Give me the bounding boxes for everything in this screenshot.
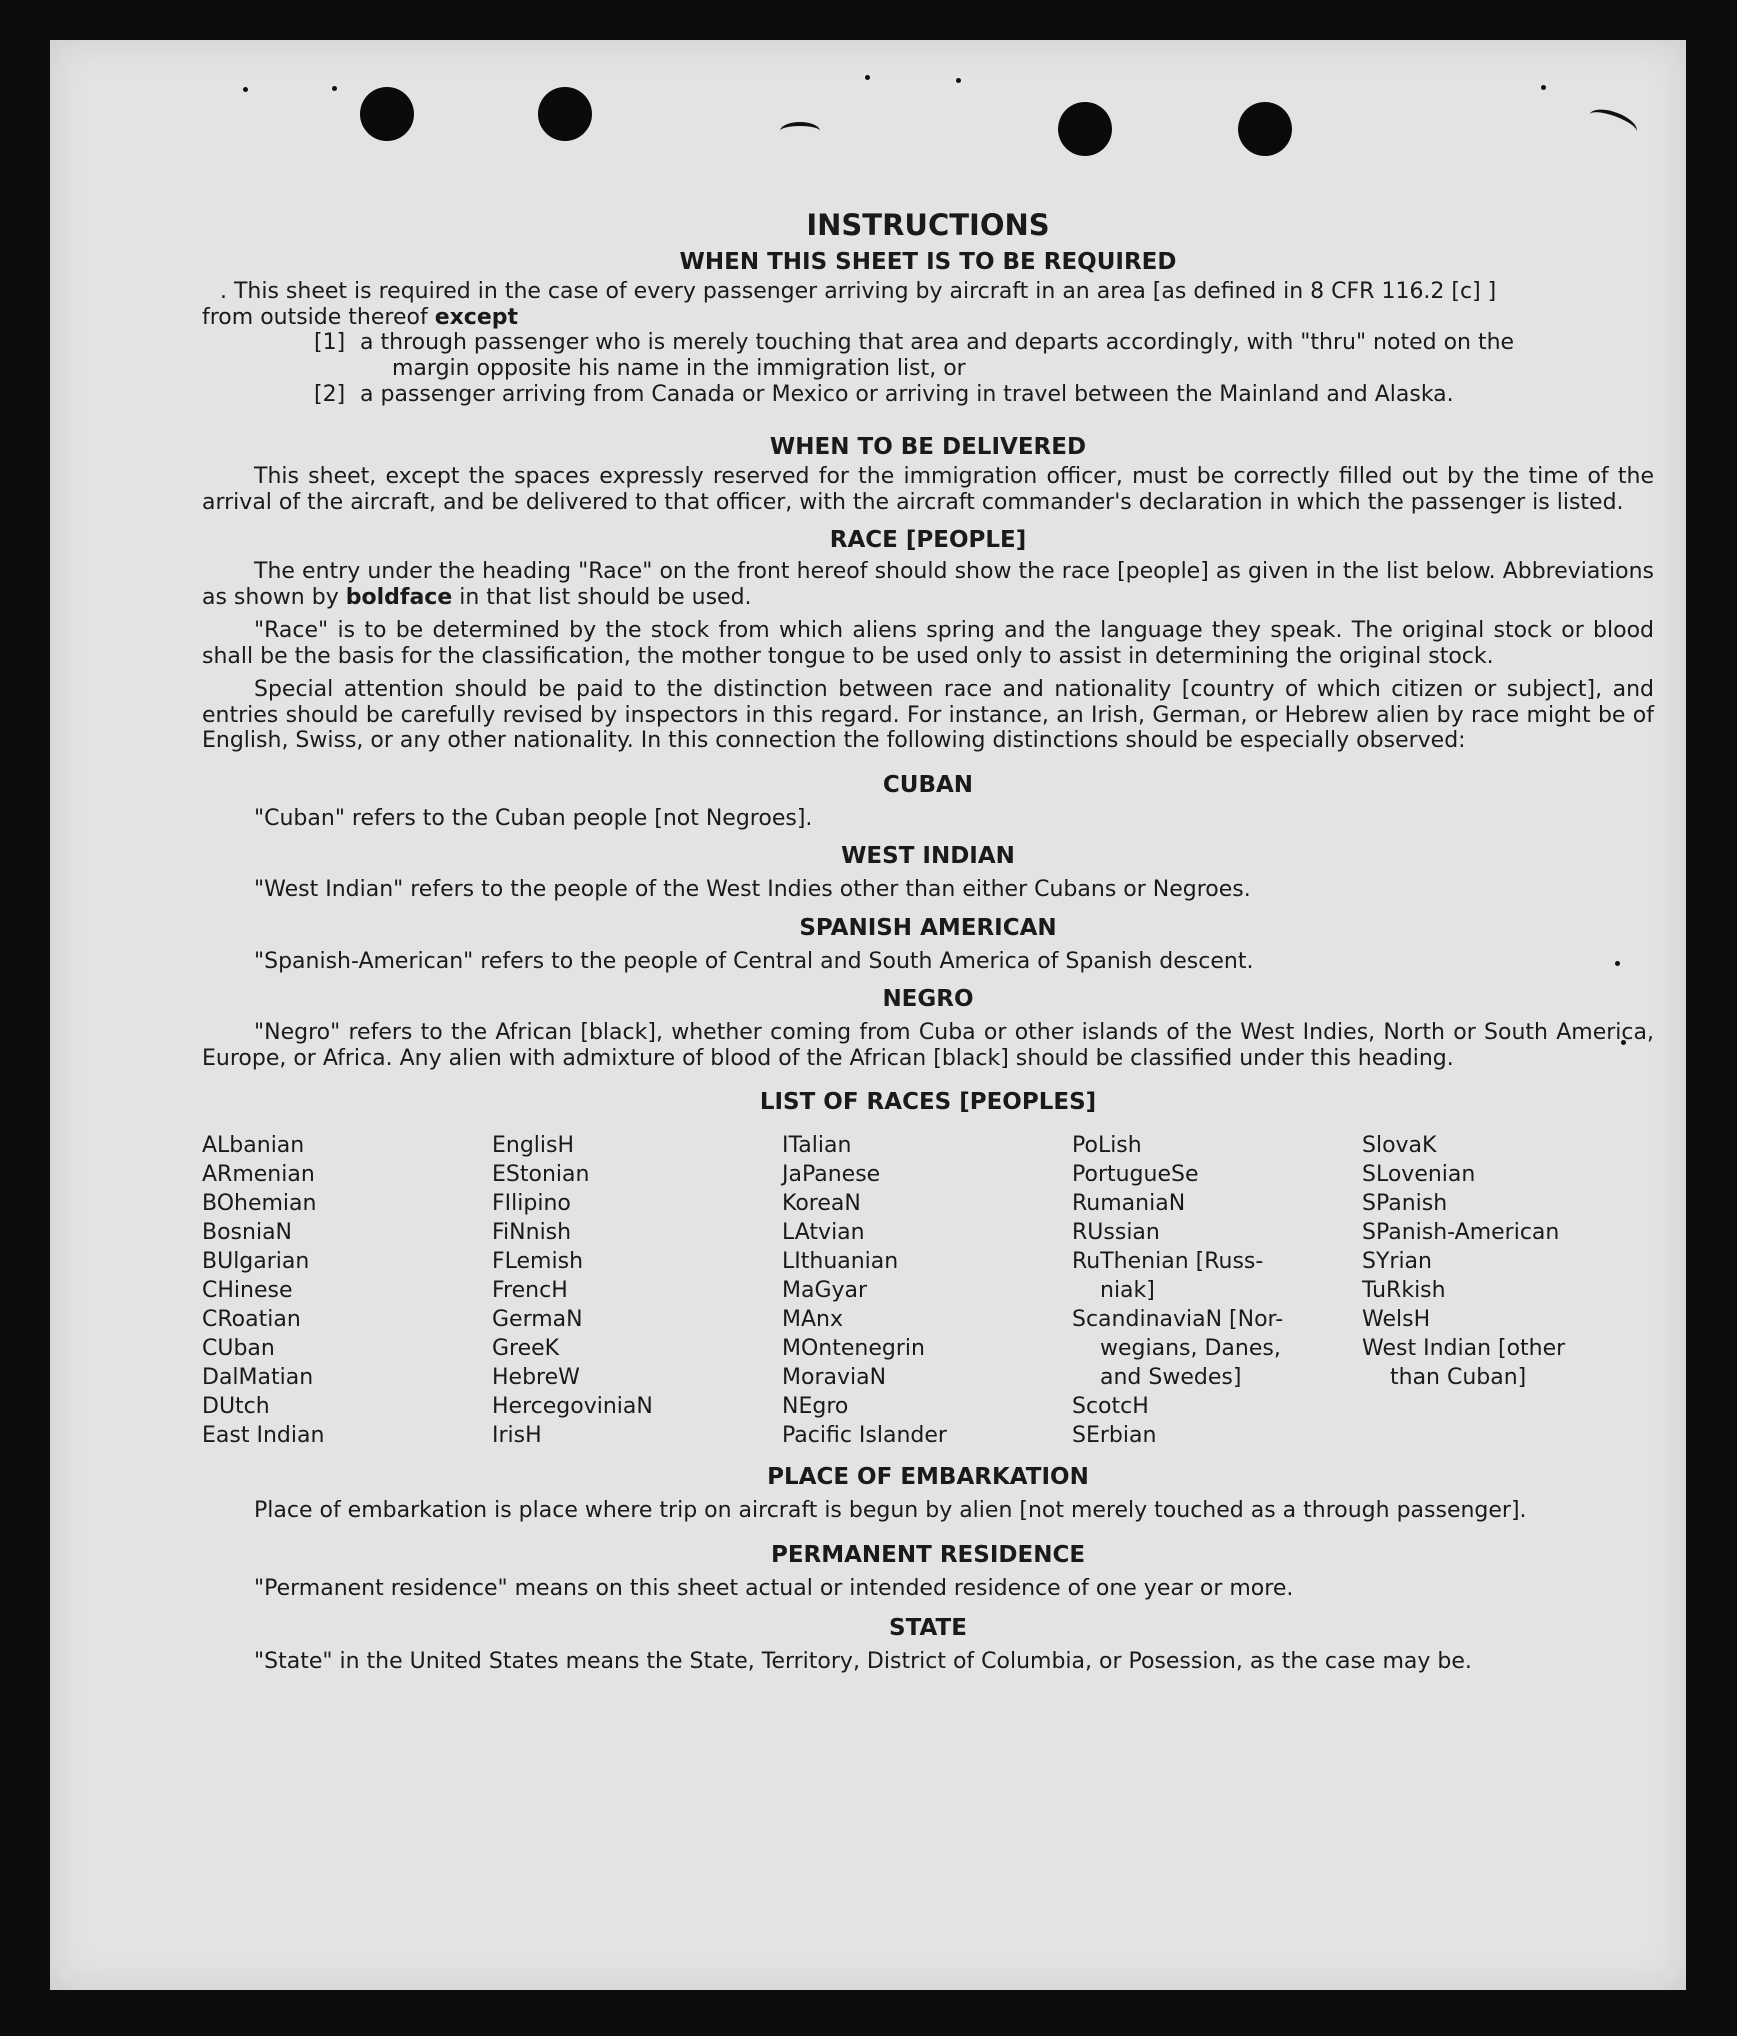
boldface-keyword: boldface xyxy=(345,584,453,610)
race-entry: EStonian xyxy=(492,1162,590,1187)
spanish-american-text: "Spanish-American" refers to the people of Central and South America of Spanish descent. xyxy=(254,948,1254,974)
race-entry: CRoatian xyxy=(202,1307,301,1332)
heading-state: STATE xyxy=(889,1615,967,1641)
race-entry: KoreaN xyxy=(782,1191,861,1216)
except-keyword: except xyxy=(434,304,519,330)
race-entry: ARmenian xyxy=(202,1162,315,1187)
item-text: a through passenger who is merely touching that area and departs accordingly, with "thru" noted on the xyxy=(360,330,1515,355)
item-text: margin opposite his name in the immigration list, or xyxy=(392,356,966,381)
race-entry: SlovaK xyxy=(1362,1133,1437,1158)
item-number: [1] xyxy=(314,330,346,355)
required-item-1-cont xyxy=(202,356,1654,382)
race-entry: SPanish-American xyxy=(1362,1220,1560,1245)
race-entry: PortugueSe xyxy=(1072,1162,1199,1187)
races-column xyxy=(782,1131,1072,1450)
race-entry: BOhemian xyxy=(202,1191,317,1216)
heading-negro: NEGRO xyxy=(882,986,974,1012)
punch-hole xyxy=(538,87,592,141)
race-entry-continuation: and Swedes] xyxy=(1100,1365,1242,1390)
ink-speck xyxy=(1541,85,1546,90)
heading-when-required: WHEN THIS SHEET IS TO BE REQUIRED xyxy=(679,249,1177,275)
race-entry: ScotcH xyxy=(1072,1394,1149,1419)
race-entry: DUtch xyxy=(202,1394,270,1419)
race-entry: GermaN xyxy=(492,1307,583,1332)
race-entry: East Indian xyxy=(202,1423,325,1448)
west-indian-text: "West Indian" refers to the people of the West Indies other than either Cubans or Negroes. xyxy=(254,877,1251,902)
race-paragraph-1 xyxy=(202,559,1654,610)
race-entry: MaGyar xyxy=(782,1278,868,1303)
ink-speck xyxy=(332,86,337,91)
race-entry: BUlgarian xyxy=(202,1249,310,1274)
race-entry: RumaniaN xyxy=(1072,1191,1186,1216)
heading-permanent-residence: PERMANENT RESIDENCE xyxy=(770,1541,1086,1568)
negro-text: "Negro" refers to the African [black], whether coming from Cuba or other islands of the West Indies, North or South America, Europe, or Africa. Any alien with admixture of blood of the African [black] should be classified under this heading. xyxy=(202,1020,1654,1071)
race-entry: TuRkish xyxy=(1362,1278,1446,1303)
race-entry: WelsH xyxy=(1362,1307,1431,1332)
race-entry: CUban xyxy=(202,1336,275,1361)
state-text: "State" in the United States means the State, Territory, District of Columbia, or Posession, as the case may be. xyxy=(254,1649,1472,1674)
residence-text: "Permanent residence" means on this sheet actual or intended residence of one year or more. xyxy=(254,1575,1294,1601)
item-text: a passenger arriving from Canada or Mexico or arriving in travel between the Mainland and Alaska. xyxy=(360,382,1454,407)
race-entry: SLovenian xyxy=(1362,1162,1476,1187)
instructions-content xyxy=(202,205,1654,1675)
required-intro-line1: . This sheet is required in the case of every passenger arriving by aircraft in an area [as defined in 8 CFR 116.2 [c] ] xyxy=(220,279,1497,304)
race-entry: SYrian xyxy=(1362,1249,1432,1274)
punch-hole xyxy=(1238,102,1292,156)
race-entry: CHinese xyxy=(202,1278,293,1303)
required-item-2 xyxy=(202,382,1654,408)
ink-mark xyxy=(780,122,820,140)
required-intro xyxy=(202,279,1654,305)
race-entry: West Indian [other xyxy=(1362,1336,1566,1361)
race-entry: RuThenian [Russ- xyxy=(1072,1249,1264,1274)
race-entry: FrencH xyxy=(492,1278,568,1303)
heading-race: RACE [PEOPLE] xyxy=(829,527,1027,553)
race-p1-text-end: in that list should be used. xyxy=(452,584,752,610)
race-entry: SPanish xyxy=(1362,1191,1448,1216)
race-entry-continuation: niak] xyxy=(1100,1278,1155,1303)
race-entry-continuation: than Cuban] xyxy=(1390,1365,1527,1390)
race-entry: HebreW xyxy=(492,1365,580,1390)
race-entry: NEgro xyxy=(782,1394,849,1419)
punch-hole xyxy=(1058,102,1112,156)
ink-speck xyxy=(865,75,870,80)
race-entry: PoLish xyxy=(1072,1133,1142,1158)
delivered-text: This sheet, except the spaces expressly reserved for the immigration officer, must be correctly filled out by the time of the arrival of the aircraft, and be delivered to that officer, with the aircraft commander's declaration in which the passenger is listed. xyxy=(202,464,1654,515)
heading-cuban: CUBAN xyxy=(882,771,974,798)
race-entry: MAnx xyxy=(782,1307,843,1332)
race-entry: RUssian xyxy=(1072,1220,1160,1245)
page-title: INSTRUCTIONS xyxy=(806,208,1050,242)
race-entry: JaPanese xyxy=(782,1162,881,1187)
heading-when-delivered: WHEN TO BE DELIVERED xyxy=(769,434,1087,460)
heading-spanish-american: SPANISH AMERICAN xyxy=(799,914,1057,941)
race-entry: ITalian xyxy=(782,1133,852,1158)
race-entry: EnglisH xyxy=(492,1133,575,1158)
document-page xyxy=(50,40,1686,1990)
races-column xyxy=(1072,1131,1362,1450)
race-entry: FLemish xyxy=(492,1249,584,1274)
race-entry-continuation: wegians, Danes, xyxy=(1100,1336,1281,1361)
race-entry: ScandinaviaN [Nor- xyxy=(1072,1307,1284,1332)
required-intro-line2: from outside thereof xyxy=(202,304,435,330)
race-entry: MoraviaN xyxy=(782,1365,887,1390)
race-entry: FIlipino xyxy=(492,1191,571,1216)
race-p1-text: The entry under the heading "Race" on the front hereof should show the race [people] as given in the list below. Abbreviations as shown by xyxy=(202,559,1654,610)
heading-place-of-embarkation: PLACE OF EMBARKATION xyxy=(767,1464,1089,1490)
race-entry: Pacific Islander xyxy=(782,1423,947,1448)
race-entry: GreeK xyxy=(492,1336,560,1361)
item-number: [2] xyxy=(314,382,346,407)
punch-hole xyxy=(360,87,414,141)
races-column xyxy=(492,1131,782,1450)
required-item-1 xyxy=(202,330,1654,356)
ink-speck xyxy=(243,87,248,92)
ink-mark xyxy=(1586,104,1641,142)
race-entry: BosniaN xyxy=(202,1220,293,1245)
race-entry: LIthuanian xyxy=(782,1249,899,1274)
required-intro-cont xyxy=(202,305,1654,331)
race-entry: HercegoviniaN xyxy=(492,1394,653,1419)
race-entry: LAtvian xyxy=(782,1220,865,1245)
race-entry: FiNnish xyxy=(492,1220,572,1245)
race-entry: IrisH xyxy=(492,1423,542,1448)
race-paragraph-3: Special attention should be paid to the distinction between race and nationality [country of which citizen or subject], and entries should be carefully revised by inspectors in this regard. For instance, an Irish, German, or Hebrew alien by race might be of English, Swiss, or any other nationality. In this connection the following distinctions should be especially observed: xyxy=(202,677,1654,753)
ink-speck xyxy=(956,78,961,83)
cuban-text: "Cuban" refers to the Cuban people [not Negroes]. xyxy=(254,805,813,831)
race-entry: MOntenegrin xyxy=(782,1336,925,1361)
heading-west-indian: WEST INDIAN xyxy=(841,843,1015,869)
embarkation-text: Place of embarkation is place where trip on aircraft is begun by alien [not merely touched as a through passenger]. xyxy=(254,1498,1527,1523)
heading-list-of-races: LIST OF RACES [PEOPLES] xyxy=(759,1089,1097,1115)
race-entry: SErbian xyxy=(1072,1423,1157,1448)
races-column xyxy=(202,1131,492,1450)
race-entry: DalMatian xyxy=(202,1365,314,1390)
race-entry: ALbanian xyxy=(202,1133,305,1158)
races-list xyxy=(202,1131,1654,1450)
race-paragraph-2: "Race" is to be determined by the stock from which aliens spring and the language they speak. The original stock or blood shall be the basis for the classification, the mother tongue to be used only to assist in determining the original stock. xyxy=(202,618,1654,669)
races-column xyxy=(1362,1131,1652,1450)
